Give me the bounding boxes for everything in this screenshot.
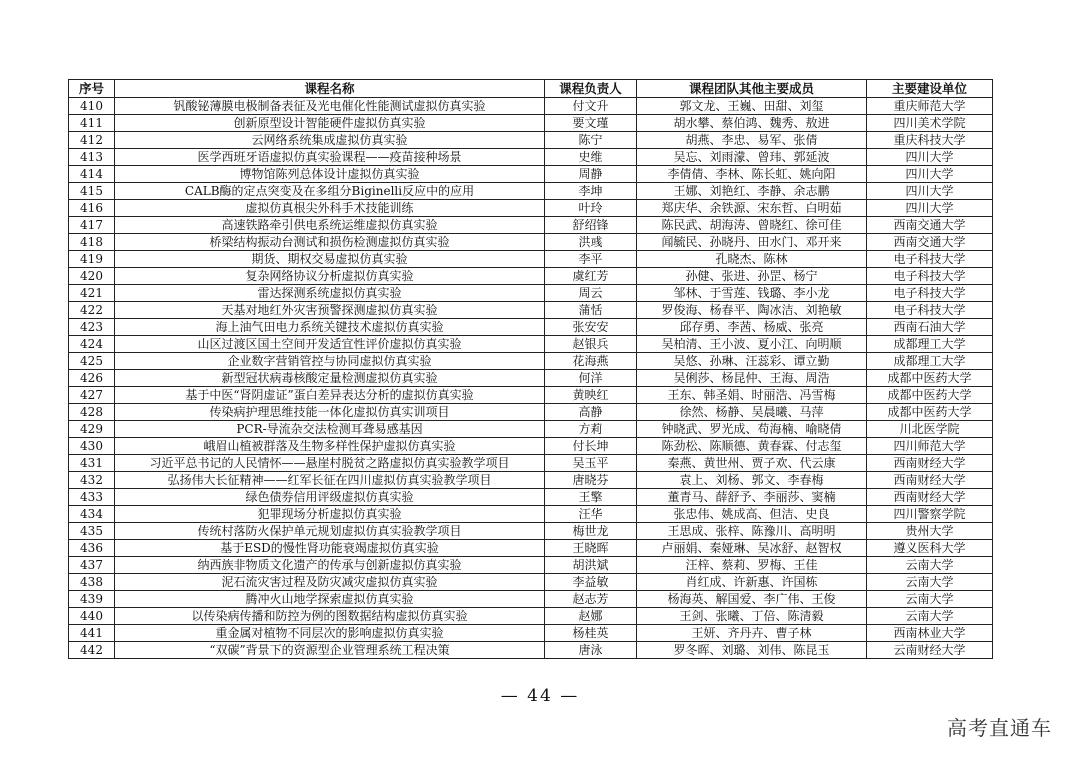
cell-serial: 441 xyxy=(69,625,115,642)
table-row xyxy=(69,574,993,591)
cell-course-lead: 蒲恬 xyxy=(545,302,637,319)
cell-serial: 423 xyxy=(69,319,115,336)
table-row xyxy=(69,183,993,200)
cell-course-name: 以传染病传播和防控为例的图数据结构虚拟仿真实验 xyxy=(115,608,545,625)
cell-institution: 西南财经大学 xyxy=(867,472,993,489)
cell-serial: 428 xyxy=(69,404,115,421)
cell-course-name: 复杂网络协议分析虚拟仿真实验 xyxy=(115,268,545,285)
cell-course-name: 绿色债券信用评级虚拟仿真实验 xyxy=(115,489,545,506)
cell-course-lead: 梅世龙 xyxy=(545,523,637,540)
cell-course-name: 创新原型设计智能硬件虚拟仿真实验 xyxy=(115,115,545,132)
table-row xyxy=(69,234,993,251)
header-serial: 序号 xyxy=(69,80,115,98)
table-row xyxy=(69,455,993,472)
cell-institution: 遵义医科大学 xyxy=(867,540,993,557)
cell-serial: 427 xyxy=(69,387,115,404)
cell-institution: 西南交通大学 xyxy=(867,217,993,234)
cell-course-lead: 赵银兵 xyxy=(545,336,637,353)
watermark-text: 高考直通车 xyxy=(947,716,1052,740)
table-row xyxy=(69,353,993,370)
cell-institution: 川北医学院 xyxy=(867,421,993,438)
cell-course-name: “双碳”背景下的资源型企业管理系统工程决策 xyxy=(115,642,545,659)
cell-team-members: 袁上、刘杨、郭文、李春梅 xyxy=(637,472,867,489)
cell-course-lead: 周静 xyxy=(545,166,637,183)
cell-institution: 四川警察学院 xyxy=(867,506,993,523)
cell-serial: 438 xyxy=(69,574,115,591)
cell-course-lead: 付长坤 xyxy=(545,438,637,455)
cell-course-name: 新型冠状病毒核酸定量检测虚拟仿真实验 xyxy=(115,370,545,387)
cell-institution: 云南大学 xyxy=(867,574,993,591)
table-row xyxy=(69,404,993,421)
cell-team-members: 秦燕、黄世州、贾子欢、代云康 xyxy=(637,455,867,472)
header-course-name: 课程名称 xyxy=(115,80,545,98)
cell-serial: 426 xyxy=(69,370,115,387)
cell-team-members: 陈劲松、陈顺德、黄春霖、付志玺 xyxy=(637,438,867,455)
cell-team-members: 邱存勇、李茜、杨威、张亮 xyxy=(637,319,867,336)
cell-serial: 442 xyxy=(69,642,115,659)
cell-team-members: 孙健、张进、孙罡、杨宁 xyxy=(637,268,867,285)
cell-course-lead: 李益敏 xyxy=(545,574,637,591)
table-row xyxy=(69,302,993,319)
cell-institution: 重庆师范大学 xyxy=(867,98,993,115)
cell-institution: 云南大学 xyxy=(867,557,993,574)
cell-serial: 431 xyxy=(69,455,115,472)
cell-course-lead: 花海燕 xyxy=(545,353,637,370)
cell-course-lead: 舒绍锋 xyxy=(545,217,637,234)
cell-team-members: 卢丽娟、秦娅琳、吴冰舒、赵智权 xyxy=(637,540,867,557)
cell-institution: 西南交通大学 xyxy=(867,234,993,251)
header-course-lead: 课程负责人 xyxy=(545,80,637,98)
cell-course-lead: 胡洪斌 xyxy=(545,557,637,574)
cell-institution: 西南石油大学 xyxy=(867,319,993,336)
cell-team-members: 吴忘、刘雨濛、曾玮、郭延波 xyxy=(637,149,867,166)
cell-course-lead: 黄映红 xyxy=(545,387,637,404)
cell-course-lead: 方莉 xyxy=(545,421,637,438)
cell-institution: 电子科技大学 xyxy=(867,302,993,319)
cell-serial: 413 xyxy=(69,149,115,166)
cell-serial: 436 xyxy=(69,540,115,557)
cell-course-lead: 李平 xyxy=(545,251,637,268)
cell-course-lead: 陈宁 xyxy=(545,132,637,149)
cell-serial: 412 xyxy=(69,132,115,149)
table-row xyxy=(69,506,993,523)
cell-team-members: 肖红成、许新惠、许国栋 xyxy=(637,574,867,591)
cell-course-lead: 张安安 xyxy=(545,319,637,336)
table-row xyxy=(69,149,993,166)
cell-serial: 430 xyxy=(69,438,115,455)
table-row xyxy=(69,625,993,642)
cell-team-members: 胡水攀、蔡伯鸿、魏秀、敖进 xyxy=(637,115,867,132)
cell-course-lead: 汪华 xyxy=(545,506,637,523)
table-row xyxy=(69,370,993,387)
table-row xyxy=(69,115,993,132)
cell-institution: 电子科技大学 xyxy=(867,285,993,302)
cell-team-members: 李倩倩、李林、陈长虹、姚向阳 xyxy=(637,166,867,183)
table-row xyxy=(69,268,993,285)
table-row xyxy=(69,319,993,336)
cell-institution: 成都中医药大学 xyxy=(867,404,993,421)
cell-institution: 成都中医药大学 xyxy=(867,370,993,387)
cell-course-name: 传染病护理思维技能一体化虚拟仿真实训项目 xyxy=(115,404,545,421)
cell-course-name: 弘扬伟大长征精神——红军长征在四川虚拟仿真实验教学项目 xyxy=(115,472,545,489)
table-row xyxy=(69,557,993,574)
course-table xyxy=(68,79,993,659)
table-row xyxy=(69,472,993,489)
table-row xyxy=(69,285,993,302)
page-number: — 44 — xyxy=(500,686,580,706)
cell-course-name: 海上油气田电力系统关键技术虚拟仿真实验 xyxy=(115,319,545,336)
table-row xyxy=(69,200,993,217)
cell-team-members: 董青马、薛舒予、李丽莎、窦楠 xyxy=(637,489,867,506)
table-row xyxy=(69,166,993,183)
cell-serial: 410 xyxy=(69,98,115,115)
cell-course-name: 天基对地红外灾害预警探测虚拟仿真实验 xyxy=(115,302,545,319)
cell-course-lead: 赵志芳 xyxy=(545,591,637,608)
cell-serial: 440 xyxy=(69,608,115,625)
cell-team-members: 钟晓武、罗光成、苟海楠、喻晓倩 xyxy=(637,421,867,438)
cell-course-name: 腾冲火山地学探索虚拟仿真实验 xyxy=(115,591,545,608)
cell-institution: 云南财经大学 xyxy=(867,642,993,659)
cell-serial: 422 xyxy=(69,302,115,319)
cell-serial: 417 xyxy=(69,217,115,234)
cell-course-lead: 唐晓芬 xyxy=(545,472,637,489)
cell-institution: 西南财经大学 xyxy=(867,489,993,506)
cell-team-members: 郭文龙、王巍、田甜、刘玺 xyxy=(637,98,867,115)
cell-serial: 419 xyxy=(69,251,115,268)
cell-course-name: 山区过渡区国土空间开发适宜性评价虚拟仿真实验 xyxy=(115,336,545,353)
cell-institution: 电子科技大学 xyxy=(867,251,993,268)
table-row xyxy=(69,438,993,455)
cell-course-name: 钒酸铋薄膜电极制备表征及光电催化性能测试虚拟仿真实验 xyxy=(115,98,545,115)
cell-institution: 贵州大学 xyxy=(867,523,993,540)
cell-course-name: PCR-导流杂交法检测耳聋易感基因 xyxy=(115,421,545,438)
cell-team-members: 陈民武、胡海涛、曾晓红、徐可佳 xyxy=(637,217,867,234)
cell-team-members: 徐然、杨静、吴晨曦、马萍 xyxy=(637,404,867,421)
cell-institution: 西南林业大学 xyxy=(867,625,993,642)
cell-serial: 434 xyxy=(69,506,115,523)
table-row xyxy=(69,540,993,557)
cell-institution: 四川美术学院 xyxy=(867,115,993,132)
cell-team-members: 胡燕、李忠、易军、张倩 xyxy=(637,132,867,149)
cell-serial: 437 xyxy=(69,557,115,574)
cell-course-lead: 王擎 xyxy=(545,489,637,506)
table-row xyxy=(69,642,993,659)
cell-course-name: 桥梁结构振动台测试和损伤检测虚拟仿真实验 xyxy=(115,234,545,251)
cell-course-lead: 史维 xyxy=(545,149,637,166)
cell-serial: 425 xyxy=(69,353,115,370)
cell-serial: 432 xyxy=(69,472,115,489)
cell-course-lead: 要文瑾 xyxy=(545,115,637,132)
cell-institution: 云南大学 xyxy=(867,591,993,608)
cell-course-lead: 赵娜 xyxy=(545,608,637,625)
cell-team-members: 闻毓民、孙晓丹、田水门、邓开来 xyxy=(637,234,867,251)
cell-team-members: 张忠伟、姚成高、但洁、史良 xyxy=(637,506,867,523)
cell-course-name: 犯罪现场分析虚拟仿真实验 xyxy=(115,506,545,523)
cell-course-name: 基于ESD的慢性肾功能衰竭虚拟仿真实验 xyxy=(115,540,545,557)
table-row xyxy=(69,591,993,608)
cell-course-name: 高速铁路牵引供电系统运维虚拟仿真实验 xyxy=(115,217,545,234)
cell-institution: 四川大学 xyxy=(867,200,993,217)
cell-team-members: 郑庆华、余铁源、宋东哲、白明茹 xyxy=(637,200,867,217)
cell-serial: 415 xyxy=(69,183,115,200)
cell-serial: 421 xyxy=(69,285,115,302)
cell-team-members: 罗冬晖、刘璐、刘伟、陈昆玉 xyxy=(637,642,867,659)
cell-team-members: 罗俊海、杨春平、陶冰洁、刘艳敏 xyxy=(637,302,867,319)
cell-institution: 西南财经大学 xyxy=(867,455,993,472)
cell-course-lead: 唐泳 xyxy=(545,642,637,659)
cell-serial: 416 xyxy=(69,200,115,217)
cell-course-lead: 何洋 xyxy=(545,370,637,387)
cell-course-name: 习近平总书记的人民情怀——悬崖村脱贫之路虚拟仿真实验教学项目 xyxy=(115,455,545,472)
cell-serial: 414 xyxy=(69,166,115,183)
cell-course-name: 泥石流灾害过程及防灾减灾虚拟仿真实验 xyxy=(115,574,545,591)
table-row xyxy=(69,523,993,540)
cell-institution: 成都中医药大学 xyxy=(867,387,993,404)
cell-course-lead: 洪彧 xyxy=(545,234,637,251)
cell-course-name: 纳西族非物质文化遗产的传承与创新虚拟仿真实验 xyxy=(115,557,545,574)
cell-team-members: 杨海英、解国爱、李广伟、王俊 xyxy=(637,591,867,608)
cell-course-name: 虚拟仿真根尖外科手术技能训练 xyxy=(115,200,545,217)
cell-institution: 四川大学 xyxy=(867,166,993,183)
cell-course-name: 雷达探测系统虚拟仿真实验 xyxy=(115,285,545,302)
cell-course-lead: 王晓晖 xyxy=(545,540,637,557)
cell-team-members: 王思成、张梓、陈豫川、高明明 xyxy=(637,523,867,540)
cell-course-name: 重金属对植物不同层次的影响虚拟仿真实验 xyxy=(115,625,545,642)
cell-team-members: 汪梓、蔡莉、罗梅、王佳 xyxy=(637,557,867,574)
cell-serial: 439 xyxy=(69,591,115,608)
cell-team-members: 吴悠、孙琳、汪蕊彩、谭立勤 xyxy=(637,353,867,370)
cell-course-name: 期货、期权交易虚拟仿真实验 xyxy=(115,251,545,268)
header-team-members: 课程团队其他主要成员 xyxy=(637,80,867,98)
cell-course-name: 基于中医“肾阴虚证”蛋白差异表达分析的虚拟仿真实验 xyxy=(115,387,545,404)
cell-course-name: 博物馆陈列总体设计虚拟仿真实验 xyxy=(115,166,545,183)
table-row xyxy=(69,132,993,149)
cell-institution: 云南大学 xyxy=(867,608,993,625)
cell-serial: 420 xyxy=(69,268,115,285)
table-row xyxy=(69,336,993,353)
cell-course-lead: 李坤 xyxy=(545,183,637,200)
cell-team-members: 王娜、刘艳红、李静、余志鹏 xyxy=(637,183,867,200)
cell-course-name: CALB酶的定点突变及在多组分Biginelli反应中的应用 xyxy=(115,183,545,200)
cell-serial: 418 xyxy=(69,234,115,251)
table-header-row xyxy=(69,80,993,98)
cell-team-members: 王东、韩圣娟、时丽浩、冯雪梅 xyxy=(637,387,867,404)
cell-course-lead: 虞红芳 xyxy=(545,268,637,285)
cell-course-name: 传统村落防火保护单元规划虚拟仿真实验教学项目 xyxy=(115,523,545,540)
cell-course-lead: 杨桂英 xyxy=(545,625,637,642)
table-row xyxy=(69,98,993,115)
cell-course-name: 云网络系统集成虚拟仿真实验 xyxy=(115,132,545,149)
cell-institution: 四川大学 xyxy=(867,149,993,166)
table-row xyxy=(69,421,993,438)
cell-institution: 成都理工大学 xyxy=(867,353,993,370)
cell-institution: 成都理工大学 xyxy=(867,336,993,353)
cell-course-name: 医学西班牙语虚拟仿真实验课程——疫苗接种场景 xyxy=(115,149,545,166)
cell-team-members: 王剑、张曦、丁倍、陈清毅 xyxy=(637,608,867,625)
cell-institution: 四川大学 xyxy=(867,183,993,200)
cell-institution: 电子科技大学 xyxy=(867,268,993,285)
cell-serial: 435 xyxy=(69,523,115,540)
cell-course-lead: 叶玲 xyxy=(545,200,637,217)
cell-course-lead: 吴玉平 xyxy=(545,455,637,472)
cell-institution: 四川师范大学 xyxy=(867,438,993,455)
cell-course-lead: 周云 xyxy=(545,285,637,302)
cell-serial: 429 xyxy=(69,421,115,438)
cell-institution: 重庆科技大学 xyxy=(867,132,993,149)
table-row xyxy=(69,217,993,234)
cell-course-lead: 付文升 xyxy=(545,98,637,115)
cell-team-members: 吴柏清、王小波、夏小江、向明顺 xyxy=(637,336,867,353)
cell-serial: 433 xyxy=(69,489,115,506)
cell-team-members: 孔晓杰、陈林 xyxy=(637,251,867,268)
cell-team-members: 邹林、于雪莲、钱璐、李小龙 xyxy=(637,285,867,302)
cell-team-members: 王妍、齐丹卉、曹子林 xyxy=(637,625,867,642)
table-row xyxy=(69,251,993,268)
cell-team-members: 吴俐莎、杨昆仲、王海、周浩 xyxy=(637,370,867,387)
table-row xyxy=(69,387,993,404)
cell-course-lead: 高静 xyxy=(545,404,637,421)
header-institution: 主要建设单位 xyxy=(867,80,993,98)
cell-serial: 424 xyxy=(69,336,115,353)
cell-course-name: 峨眉山植被群落及生物多样性保护虚拟仿真实验 xyxy=(115,438,545,455)
cell-course-name: 企业数字营销管控与协同虚拟仿真实验 xyxy=(115,353,545,370)
cell-serial: 411 xyxy=(69,115,115,132)
table-row xyxy=(69,489,993,506)
table-row xyxy=(69,608,993,625)
